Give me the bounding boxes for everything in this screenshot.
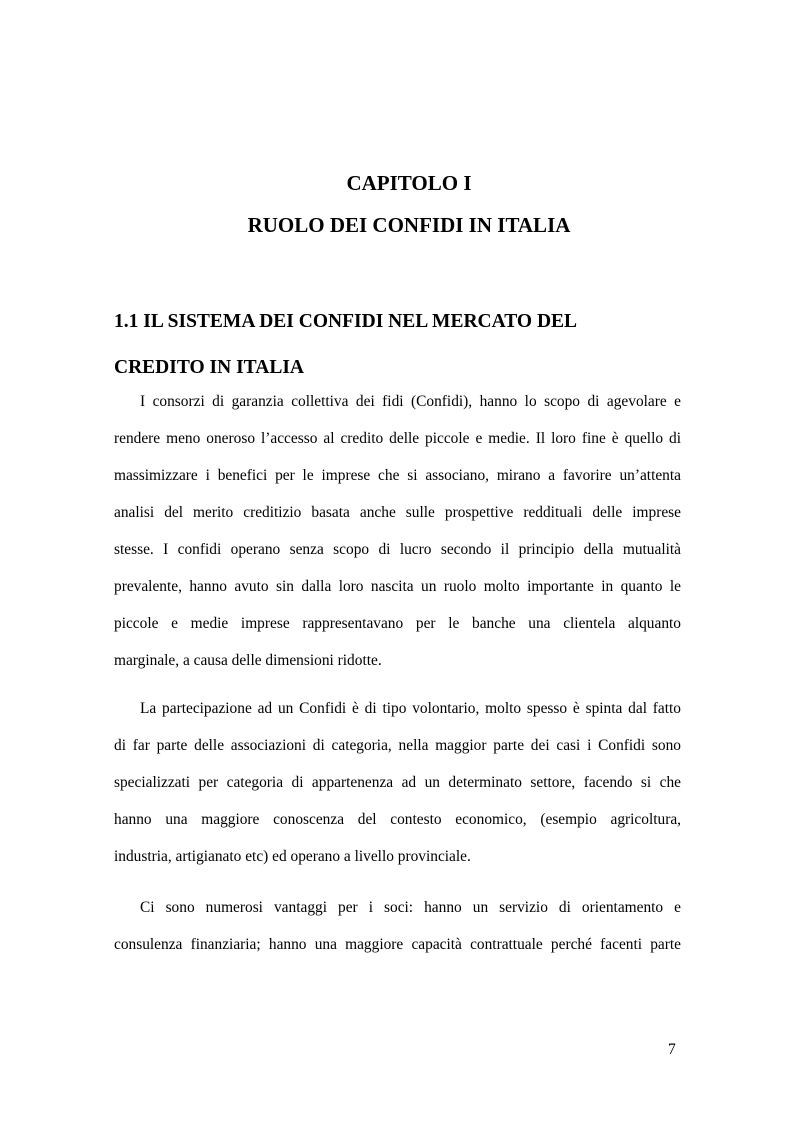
paragraph-line: La partecipazione ad un Confidi è di tipo volontario, molto spesso è spinta dal fatto bbox=[140, 700, 681, 717]
paragraph-line: prevalente, hanno avuto sin dalla loro nascita un ruolo molto importante in quanto le bbox=[114, 578, 681, 595]
paragraph-line: piccole e medie imprese rappresentavano per le banche una clientela alquanto bbox=[114, 615, 681, 632]
paragraph-3 bbox=[114, 889, 681, 963]
paragraph-line: specializzati per categoria di appartenenza ad un determinato settore, facendo si che bbox=[114, 774, 681, 791]
paragraph-line: hanno una maggiore conoscenza del contesto economico, (esempio agricoltura, bbox=[114, 811, 681, 828]
paragraph-line: marginale, a causa delle dimensioni ridotte. bbox=[114, 652, 382, 669]
chapter-title: RUOLO DEI CONFIDI IN ITALIA bbox=[247, 213, 571, 237]
section-heading-line-1: 1.1 IL SISTEMA DEI CONFIDI NEL MERCATO DEL bbox=[114, 311, 578, 332]
chapter-label: CAPITOLO I bbox=[346, 171, 472, 195]
paragraph-1 bbox=[114, 383, 681, 679]
section-heading-line-2: CREDITO IN ITALIA bbox=[114, 357, 304, 378]
paragraph-line: Ci sono numerosi vantaggi per i soci: hanno un servizio di orientamento e bbox=[140, 899, 681, 916]
paragraph-line: stesse. I confidi operano senza scopo di lucro secondo il principio della mutualità bbox=[114, 541, 681, 558]
paragraph-line: rendere meno oneroso l’accesso al credito delle piccole e medie. Il loro fine è quello di bbox=[114, 430, 681, 447]
paragraph-line: di far parte delle associazioni di categoria, nella maggior parte dei casi i Confidi sono bbox=[114, 737, 681, 754]
section-heading bbox=[114, 299, 682, 391]
paragraph-2 bbox=[114, 690, 681, 875]
paragraph-line: massimizzare i benefici per le imprese che si associano, mirano a favorire un’attenta bbox=[114, 467, 681, 484]
page-number: 7 bbox=[668, 1041, 676, 1058]
paragraph-line: I consorzi di garanzia collettiva dei fidi (Confidi), hanno lo scopo di agevolare e bbox=[140, 393, 681, 410]
paragraph-line: analisi del merito creditizio basata anche sulle prospettive reddituali delle imprese bbox=[114, 504, 681, 521]
paragraph-line: consulenza finanziaria; hanno una maggiore capacità contrattuale perché facenti parte bbox=[114, 936, 681, 953]
paragraph-line: industria, artigianato etc) ed operano a livello provinciale. bbox=[114, 848, 471, 865]
